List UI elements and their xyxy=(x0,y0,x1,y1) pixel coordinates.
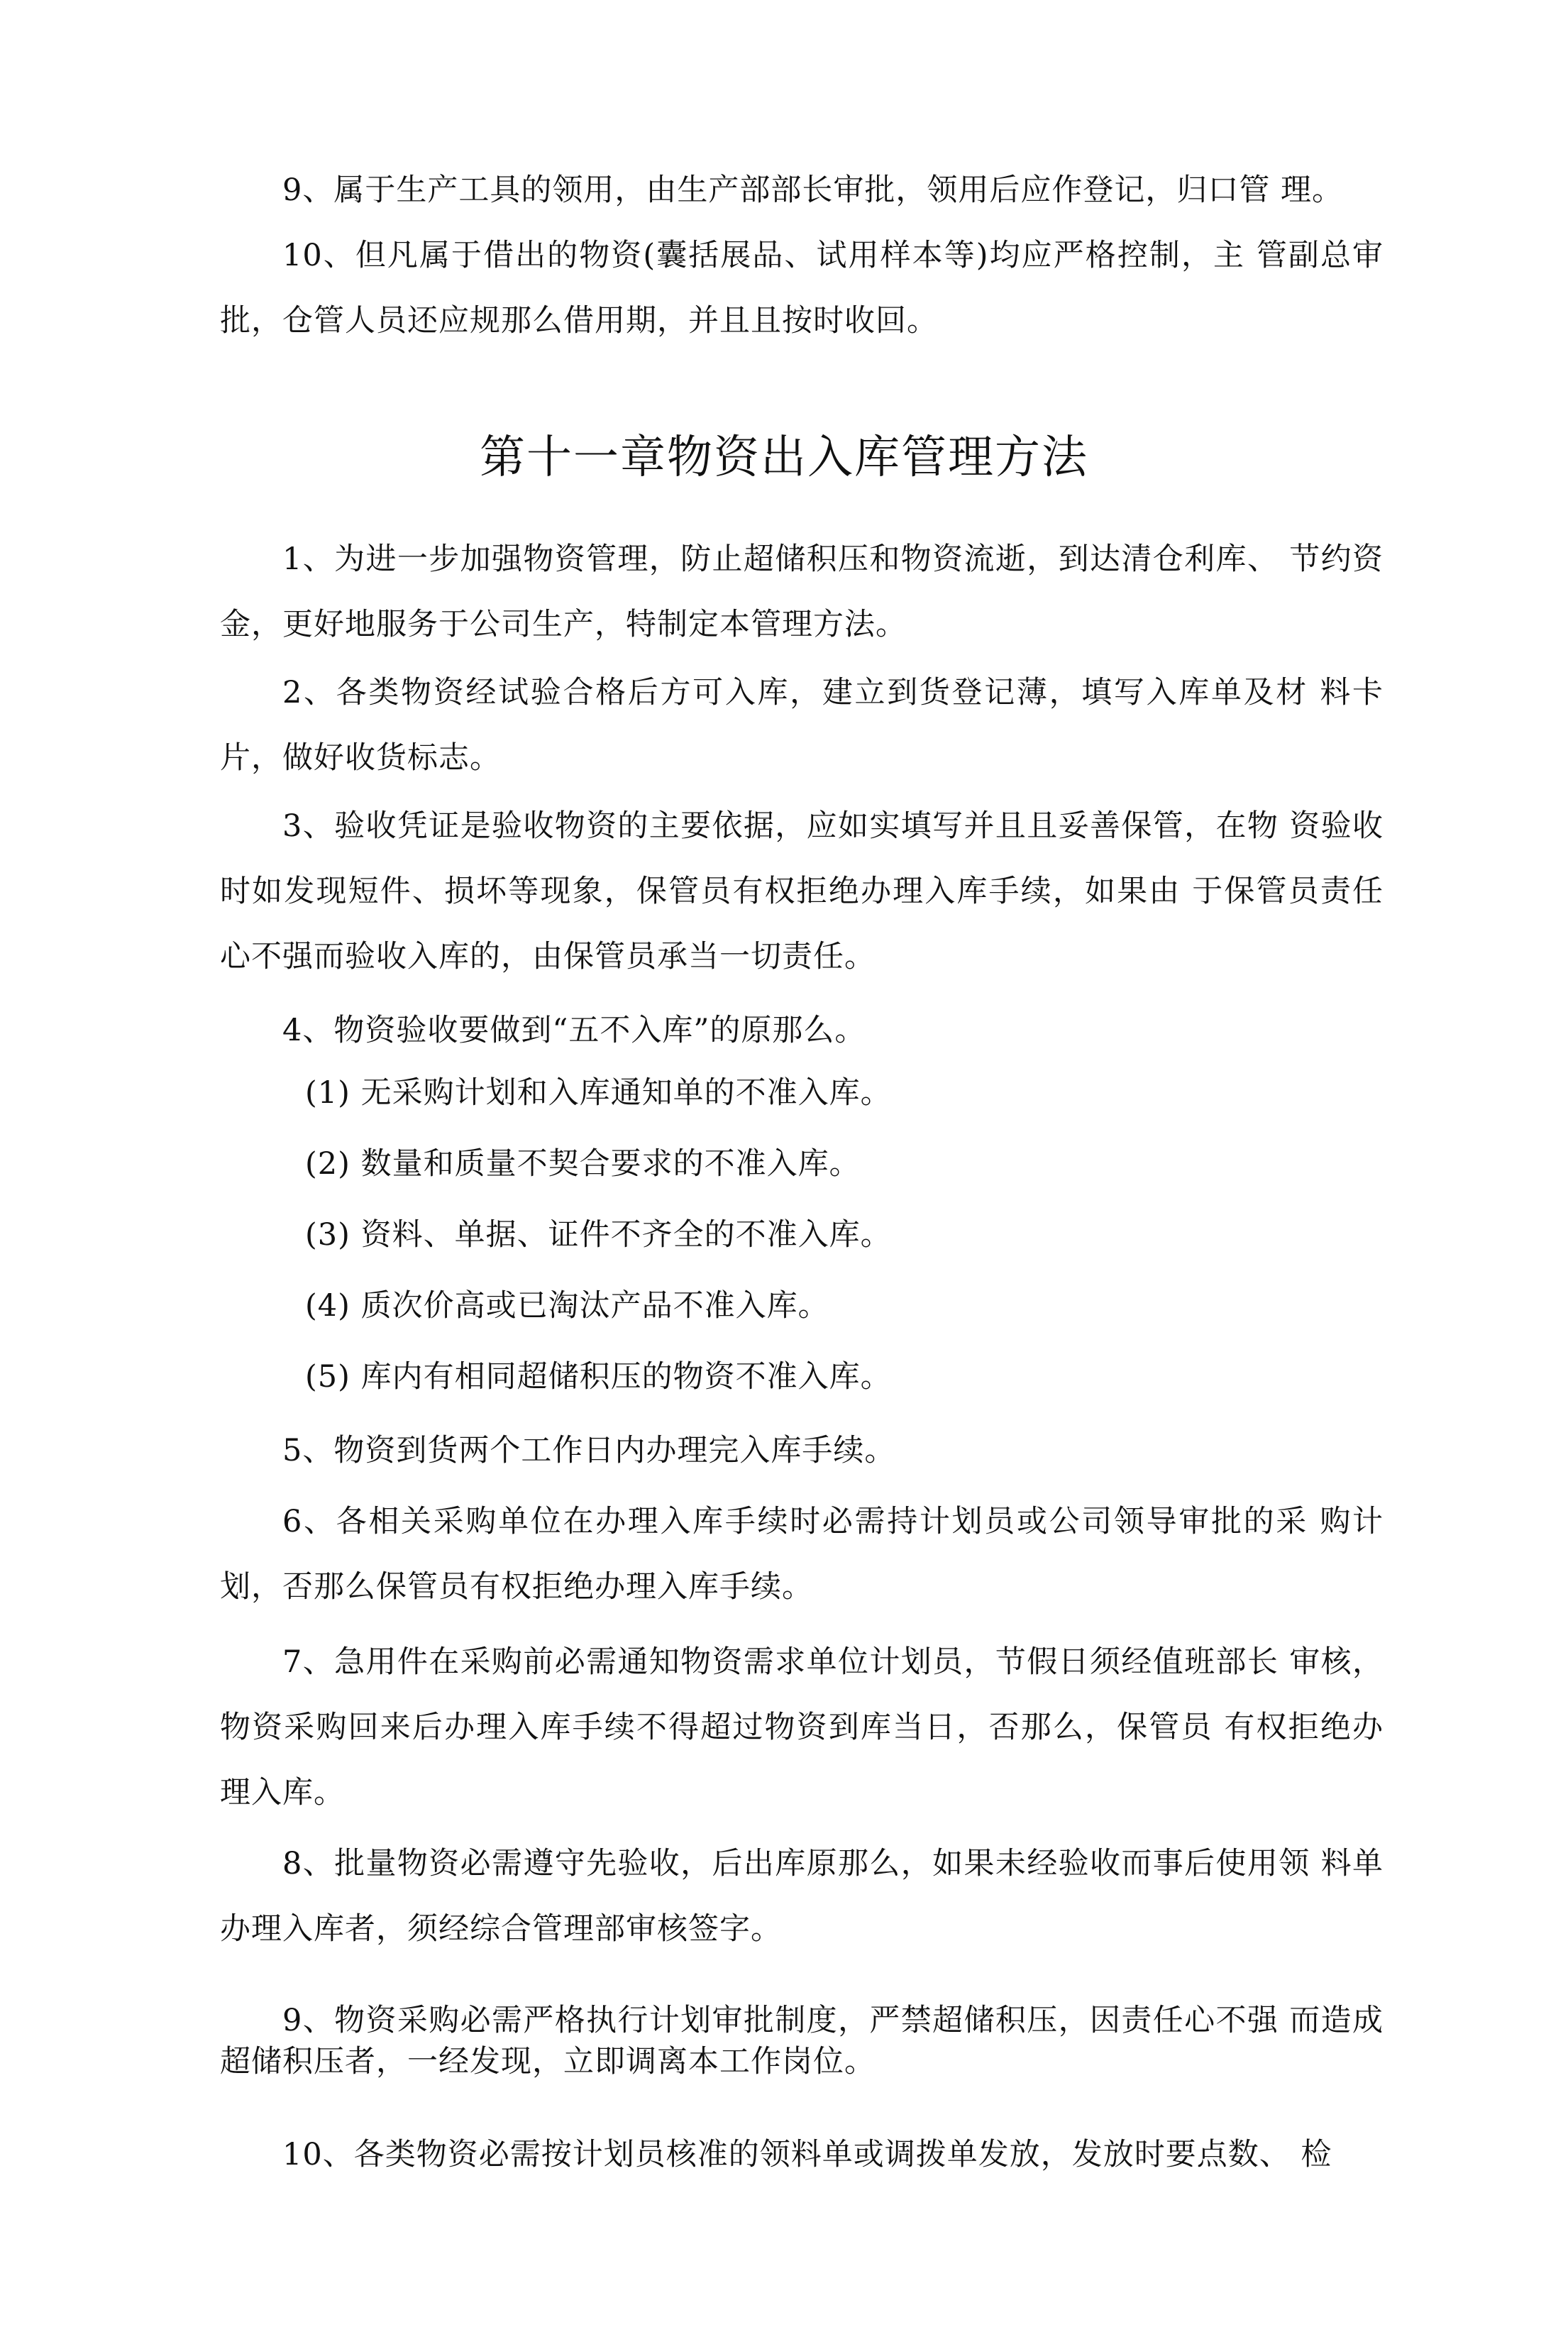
paragraph-7: 7、急用件在采购前必需通知物资需求单位计划员，节假日须经值班部长 审核，物资采购回来后办理入库手续不得超过物资到库当日，否那么，保管员 有权拒绝办理入库。 xyxy=(220,1644,1384,1810)
paragraph-top-9: 9、属于生产工具的领用，由生产部部长审批，领用后应作登记，归口管 理。 xyxy=(282,172,1344,208)
list-item-3: (3) 资料、单据、证件不齐全的不准入库。 xyxy=(305,1217,892,1253)
paragraph-1: 1、为进一步加强物资管理，防止超储积压和物资流逝，到达清仓利库、 节约资金，更好地服务于公司生产，特制定本管理方法。 xyxy=(220,541,1384,642)
paragraph-9: 9、物资采购必需严格执行计划审批制度，严禁超储积压，因责任心不强 而造成超储积压者，一经发现，立即调离本工作岗位。 xyxy=(220,2003,1384,2079)
paragraph-4: 4、物资验收要做到“五不入库”的原那么。 xyxy=(282,1013,866,1048)
list-item-5: (5) 库内有相同超储积压的物资不准入库。 xyxy=(305,1359,892,1395)
list-item-2: (2) 数量和质量不契合要求的不准入库。 xyxy=(305,1146,861,1182)
paragraph-5: 5、物资到货两个工作日内办理完入库手续。 xyxy=(282,1433,896,1468)
list-item-4: (4) 质次价高或已淘汰产品不准入库。 xyxy=(305,1288,829,1324)
paragraph-top-10: 10、但凡属于借出的物资(囊括展品、试用样本等)均应严格控制，主 管副总审批，仓管人员还应规那么借用期，并且且按时收回。 xyxy=(220,238,1384,339)
paragraph-8: 8、批量物资必需遵守先验收，后出库原那么，如果未经验收而事后使用领 料单办理入库者，须经综合管理部审核签字。 xyxy=(220,1846,1384,1947)
paragraph-6: 6、各相关采购单位在办理入库手续时必需持计划员或公司领导审批的采 购计划，否那么保管员有权拒绝办理入库手续。 xyxy=(220,1504,1384,1605)
paragraph-2: 2、各类物资经试验合格后方可入库，建立到货登记薄，填写入库单及材 料卡片，做好收货标志。 xyxy=(220,675,1384,776)
list-item-1: (1) 无采购计划和入库通知单的不准入库。 xyxy=(305,1075,892,1111)
paragraph-10: 10、各类物资必需按计划员核准的领料单或调拨单发放，发放时要点数、 检 xyxy=(282,2137,1332,2172)
paragraph-3: 3、验收凭证是验收物资的主要依据，应如实填写并且且妥善保管，在物 资验收时如发现短件、损坏等现象，保管员有权拒绝办理入库手续，如果由 于保管员责任心不强而验收入库的，由保管员承当一切责任。 xyxy=(220,808,1384,974)
chapter-title: 第十一章物资出入库管理方法 xyxy=(480,431,1088,484)
